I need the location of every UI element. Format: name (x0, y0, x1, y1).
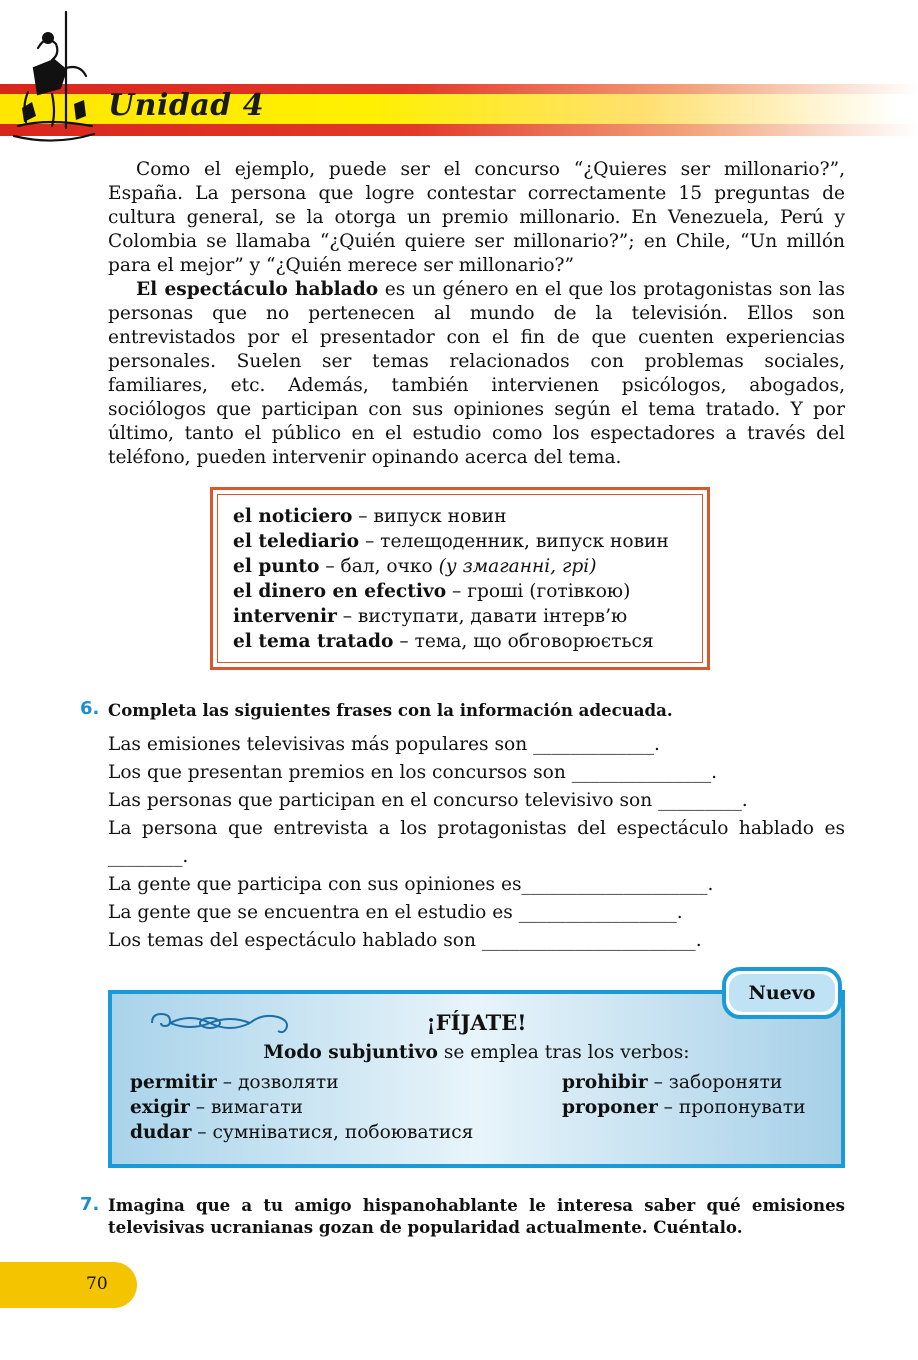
fill-in-line: Los temas del espectáculo hablado son _______________________. (108, 930, 702, 951)
verb-translation: – пропонувати (657, 1097, 806, 1118)
verb-item (562, 1072, 782, 1093)
paragraph-text: Como el ejemplo, puede ser el concurso “¿Quieres ser millonario?”, España. La persona que logre contestar correctamente 15 preguntas de cultura general, se la otorga un premio millonario. En Venezuela, Perú y Colombia se llamaba “¿Quién quiere ser millonario?”; en Chile, “Un millón para el mejor” y “¿Quién merece ser millonario?” (108, 159, 845, 276)
fijate-title: ¡FÍJATE! (426, 1010, 527, 1035)
verb-term: exigir (130, 1097, 190, 1118)
vocab-item (233, 504, 669, 529)
verb-term: proponer (562, 1097, 658, 1118)
don-quixote-logo-icon (8, 8, 100, 152)
vocab-item (233, 529, 669, 554)
fijate-subtitle-term: Modo subjuntivo (263, 1042, 438, 1063)
exercise-7-title: Imagina que a tu amigo hispanohablante le interesa saber qué emisiones televisivas ucranianas gozan de popularidad actualmente. Cuéntalo. (108, 1195, 845, 1237)
page-number-tab (0, 1262, 137, 1308)
vocab-translation: – тема, що обговорюється (393, 631, 654, 652)
verb-item (130, 1072, 339, 1093)
fill-in-line: Los que presentan premios en los concursos son _______________. (108, 762, 718, 783)
vocab-term: el dinero en efectivo (233, 581, 447, 602)
verb-term: prohibir (562, 1072, 648, 1093)
term-talk-show: El espectáculo hablado (136, 279, 379, 300)
exercise-6-number: 6. (80, 698, 100, 719)
fill-in-line: La gente que se encuentra en el estudio es _________________. (108, 902, 683, 923)
nuevo-badge-label: Nuevo (729, 974, 835, 1012)
fijate-subtitle (108, 1042, 845, 1063)
exercise-6-lines (108, 731, 845, 955)
vocab-term: el noticiero (233, 506, 353, 527)
fill-in-line: La persona que entrevista a los protagonistas del espectáculo hablado es (108, 818, 845, 839)
vocab-item (233, 554, 669, 579)
vocabulary-list (233, 504, 669, 654)
vocab-item (233, 604, 669, 629)
vocab-translation: – гроші (готівкою) (446, 581, 631, 602)
verb-translation: – сумніватися, побоюватися (191, 1122, 474, 1143)
verb-item (130, 1122, 473, 1143)
verb-translation: – забороняти (647, 1072, 783, 1093)
page-number: 70 (86, 1274, 108, 1294)
verb-translation: – дозволяти (216, 1072, 339, 1093)
vocabulary-box (210, 487, 710, 670)
vocab-term: el punto (233, 556, 320, 577)
paragraph-talk-show (108, 278, 845, 470)
paragraph-text: es un género en el que los protagonistas son las personas que no pertenecen al mundo de la televisión. Ellos son entrevistados por el presentador con el fin de que cuenten experiencias personales. Suelen ser temas relacionados con problemas sociales, familiares, etc. Además, también intervienen psicólogos, abogados, sociólogos que participan con sus opiniones según el tema tratado. Y por último, tanto el público en el estudio como los espectadores a través del teléfono, pueden intervenir opinando acerca del tema. (108, 279, 845, 468)
exercise-7-number: 7. (80, 1194, 100, 1215)
vocab-term: el telediario (233, 531, 360, 552)
vocab-translation: – бал, очко (319, 556, 439, 577)
fill-in-line: Las emisiones televisivas más populares son _____________. (108, 734, 660, 755)
fijate-subtitle-text: se emplea tras los verbos: (437, 1042, 690, 1063)
vocab-item (233, 579, 669, 604)
fill-in-line: La gente que participa con sus opiniones es____________________. (108, 874, 714, 895)
verb-item (562, 1097, 806, 1118)
fill-in-line: ________. (108, 846, 189, 867)
vocab-item (233, 629, 669, 654)
exercise-6-title: Completa las siguientes frases con la información adecuada. (108, 700, 673, 720)
vocab-translation: – виступати, давати інтерв’ю (336, 606, 628, 627)
vocab-translation: – телещоденник, випуск новин (359, 531, 669, 552)
fill-in-line: Las personas que participan en el concurso televisivo son _________. (108, 790, 748, 811)
unit-title: Unidad 4 (108, 88, 265, 123)
verb-translation: – вимагати (189, 1097, 303, 1118)
verb-item (130, 1097, 303, 1118)
vocab-note: (у змаганні, грі) (438, 556, 597, 577)
paragraph-quiz-shows (108, 158, 845, 278)
verb-term: dudar (130, 1122, 192, 1143)
vocab-term: intervenir (233, 606, 337, 627)
vocab-translation: – випуск новин (352, 506, 507, 527)
verb-term: permitir (130, 1072, 217, 1093)
vocab-term: el tema tratado (233, 631, 394, 652)
